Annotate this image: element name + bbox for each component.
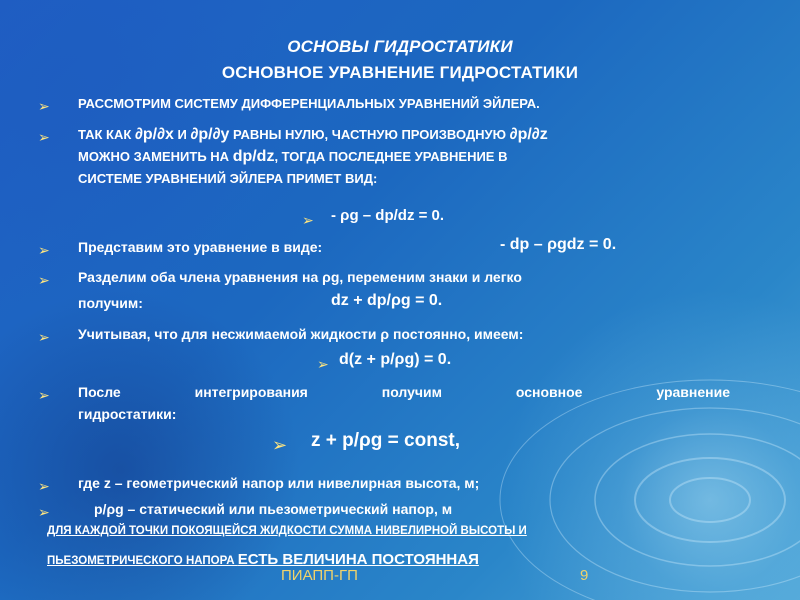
bullet-arrow-icon: ➢	[272, 435, 288, 455]
text-fragment: ТАК КАК	[78, 127, 135, 142]
conclusion-emphasis: ЕСТЬ ВЕЛИЧИНА ПОСТОЯННАЯ	[237, 551, 479, 568]
footer-label: ПИАПП-ГП	[281, 567, 358, 584]
paragraph-integration-line1: После интегрирования получим основное уравнение	[78, 384, 730, 400]
text-fragment: ПЬЕЗОМЕТРИЧЕСКОГО НАПОРА	[47, 555, 238, 567]
bullet-arrow-icon: ➢	[317, 356, 329, 372]
conclusion-line2	[47, 551, 479, 568]
text-fragment: РАВНЫ НУЛЮ, ЧАСТНУЮ ПРОИЗВОДНУЮ	[229, 127, 510, 142]
paragraph-represent-equation: Представим это уравнение в виде:	[78, 239, 323, 255]
bullet-arrow-icon: ➢	[38, 242, 50, 258]
equation-differential: d(z + p/ρg) = 0.	[339, 351, 452, 368]
equation-dp: - dp – ρgdz = 0.	[500, 236, 617, 253]
paragraph-euler-system: РАССМОТРИМ СИСТЕМУ ДИФФЕРЕНЦИАЛЬНЫХ УРАВНЕНИЙ ЭЙЛЕРА.	[78, 96, 540, 111]
equation-euler-reduced: - ρg – dp/dz = 0.	[331, 207, 445, 224]
paragraph-partial-derivatives-line3: СИСТЕМЕ УРАВНЕНИЙ ЭЙЛЕРА ПРИМЕТ ВИД:	[78, 171, 378, 186]
page-number: 9	[580, 567, 589, 584]
bullet-arrow-icon: ➢	[38, 272, 50, 288]
bullet-arrow-icon: ➢	[38, 478, 50, 494]
formula-dp-dz: ∂p/∂z	[509, 126, 548, 143]
formula-dp-dx: ∂p/∂x	[134, 126, 174, 143]
conclusion-line1: ДЛЯ КАЖДОЙ ТОЧКИ ПОКОЯЩЕЙСЯ ЖИДКОСТИ СУММА НИВЕЛИРНОЙ ВЫСОТЫ И	[47, 525, 527, 537]
equation-hydrostatics: z + p/ρg = const,	[311, 430, 461, 451]
bullet-arrow-icon: ➢	[38, 504, 50, 520]
text-fragment: И	[173, 127, 191, 142]
slide-subtitle: ОСНОВНОЕ УРАВНЕНИЕ ГИДРОСТАТИКИ	[221, 63, 579, 82]
text-fragment: , ТОГДА ПОСЛЕДНЕЕ УРАВНЕНИЕ В	[274, 149, 508, 164]
paragraph-divide-line1: Разделим оба члена уравнения на ρg, переменим знаки и легко	[78, 269, 522, 285]
paragraph-divide-line2: получим:	[78, 295, 143, 311]
formula-dp-over-dz: dp/dz	[232, 148, 275, 165]
paragraph-geometric-head: где z – геометрический напор или нивелирная высота, м;	[78, 475, 480, 491]
bullet-arrow-icon: ➢	[302, 212, 314, 228]
paragraph-partial-derivatives-line2	[78, 146, 507, 168]
paragraph-integration-line2: гидростатики:	[78, 406, 177, 422]
paragraph-incompressible: Учитывая, что для несжимаемой жидкости ρ постоянно, имеем:	[78, 326, 524, 342]
paragraph-partial-derivatives-line1	[78, 124, 548, 146]
paragraph-piezometric-head: p/ρg – статический или пьезометрический напор, м	[94, 501, 453, 517]
formula-dp-dy: ∂p/∂y	[190, 126, 230, 143]
bullet-arrow-icon: ➢	[38, 387, 50, 403]
slide-title: ОСНОВЫ ГИДРОСТАТИКИ	[287, 37, 513, 56]
bullet-arrow-icon: ➢	[38, 129, 50, 145]
bullet-arrow-icon: ➢	[38, 329, 50, 345]
equation-dz: dz + dp/ρg = 0.	[331, 292, 443, 309]
bullet-arrow-icon: ➢	[38, 98, 50, 114]
text-fragment: МОЖНО ЗАМЕНИТЬ НА	[78, 149, 233, 164]
